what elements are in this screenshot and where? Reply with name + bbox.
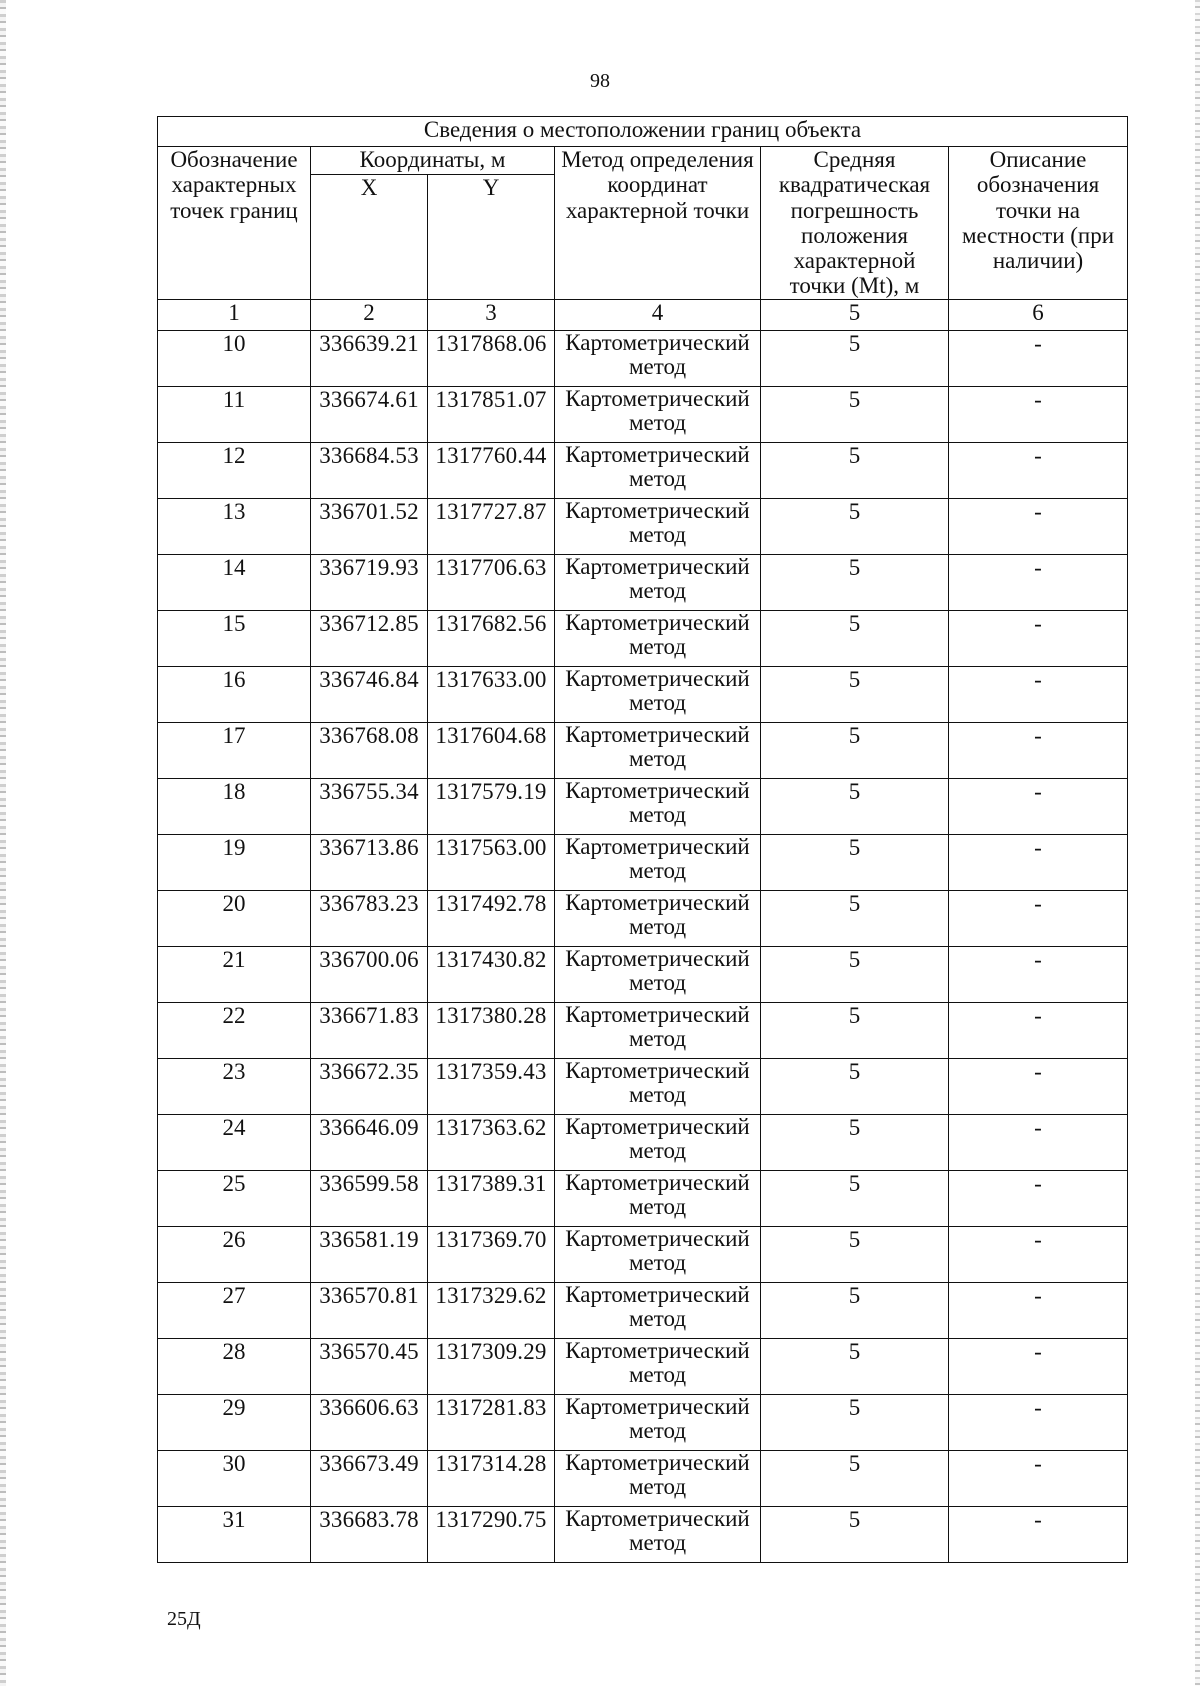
table-row [158, 330, 1128, 386]
description-cell: - [949, 330, 1128, 386]
method-cell: Картометрический метод [555, 890, 761, 946]
y-coordinate-cell: 1317579.19 [428, 778, 555, 834]
method-cell: Картометрический метод [555, 834, 761, 890]
header-coordinates: Координаты, м [311, 147, 555, 175]
method-cell: Картометрический метод [555, 1114, 761, 1170]
error-cell: 5 [761, 1058, 949, 1114]
description-cell: - [949, 1114, 1128, 1170]
description-cell: - [949, 1058, 1128, 1114]
y-coordinate-cell: 1317492.78 [428, 890, 555, 946]
method-cell: Картометрический метод [555, 722, 761, 778]
table-row [158, 1058, 1128, 1114]
point-designation-cell: 14 [158, 554, 311, 610]
table-row [158, 1226, 1128, 1282]
point-designation-cell: 18 [158, 778, 311, 834]
y-coordinate-cell: 1317329.62 [428, 1282, 555, 1338]
x-coordinate-cell: 336646.09 [311, 1114, 428, 1170]
table-row [158, 1338, 1128, 1394]
description-cell: - [949, 1002, 1128, 1058]
x-coordinate-cell: 336581.19 [311, 1226, 428, 1282]
error-cell: 5 [761, 1226, 949, 1282]
error-cell: 5 [761, 1506, 949, 1562]
description-cell: - [949, 554, 1128, 610]
description-cell: - [949, 1450, 1128, 1506]
column-number: 1 [158, 299, 311, 330]
description-cell: - [949, 1226, 1128, 1282]
y-coordinate-cell: 1317868.06 [428, 330, 555, 386]
point-designation-cell: 24 [158, 1114, 311, 1170]
column-number: 5 [761, 299, 949, 330]
method-cell: Картометрический метод [555, 1450, 761, 1506]
error-cell: 5 [761, 1338, 949, 1394]
description-cell: - [949, 1282, 1128, 1338]
method-cell: Картометрический метод [555, 666, 761, 722]
point-designation-cell: 26 [158, 1226, 311, 1282]
y-coordinate-cell: 1317363.62 [428, 1114, 555, 1170]
table-row [158, 554, 1128, 610]
point-designation-cell: 22 [158, 1002, 311, 1058]
point-designation-cell: 25 [158, 1170, 311, 1226]
point-designation-cell: 19 [158, 834, 311, 890]
point-designation-cell: 21 [158, 946, 311, 1002]
table-row [158, 834, 1128, 890]
method-cell: Картометрический метод [555, 1394, 761, 1450]
table-row [158, 1114, 1128, 1170]
y-coordinate-cell: 1317369.70 [428, 1226, 555, 1282]
description-cell: - [949, 946, 1128, 1002]
x-coordinate-cell: 336768.08 [311, 722, 428, 778]
header-method: Метод определения координат характерной точки [555, 147, 761, 300]
table-row [158, 610, 1128, 666]
method-cell: Картометрический метод [555, 1002, 761, 1058]
x-coordinate-cell: 336701.52 [311, 498, 428, 554]
table-title: Сведения о местоположении границ объекта [158, 117, 1128, 147]
y-coordinate-cell: 1317290.75 [428, 1506, 555, 1562]
error-cell: 5 [761, 1282, 949, 1338]
y-coordinate-cell: 1317314.28 [428, 1450, 555, 1506]
method-cell: Картометрический метод [555, 442, 761, 498]
description-cell: - [949, 610, 1128, 666]
header-designation: Обозначение характерных точек границ [158, 147, 311, 300]
x-coordinate-cell: 336606.63 [311, 1394, 428, 1450]
boundary-coordinates-table [157, 116, 1128, 1563]
table-row [158, 386, 1128, 442]
error-cell: 5 [761, 834, 949, 890]
x-coordinate-cell: 336719.93 [311, 554, 428, 610]
error-cell: 5 [761, 1394, 949, 1450]
y-coordinate-cell: 1317389.31 [428, 1170, 555, 1226]
error-cell: 5 [761, 890, 949, 946]
y-coordinate-cell: 1317281.83 [428, 1394, 555, 1450]
error-cell: 5 [761, 1002, 949, 1058]
point-designation-cell: 10 [158, 330, 311, 386]
x-coordinate-cell: 336674.61 [311, 386, 428, 442]
method-cell: Картометрический метод [555, 1506, 761, 1562]
table-row [158, 722, 1128, 778]
point-designation-cell: 15 [158, 610, 311, 666]
point-designation-cell: 28 [158, 1338, 311, 1394]
method-cell: Картометрический метод [555, 554, 761, 610]
method-cell: Картометрический метод [555, 1226, 761, 1282]
table-row [158, 442, 1128, 498]
x-coordinate-cell: 336700.06 [311, 946, 428, 1002]
x-coordinate-cell: 336746.84 [311, 666, 428, 722]
method-cell: Картометрический метод [555, 498, 761, 554]
error-cell: 5 [761, 778, 949, 834]
description-cell: - [949, 498, 1128, 554]
table-body [158, 330, 1128, 1562]
error-cell: 5 [761, 666, 949, 722]
point-designation-cell: 13 [158, 498, 311, 554]
x-coordinate-cell: 336570.45 [311, 1338, 428, 1394]
point-designation-cell: 20 [158, 890, 311, 946]
description-cell: - [949, 386, 1128, 442]
point-designation-cell: 17 [158, 722, 311, 778]
y-coordinate-cell: 1317682.56 [428, 610, 555, 666]
y-coordinate-cell: 1317706.63 [428, 554, 555, 610]
table-row [158, 1002, 1128, 1058]
scan-edge-right [1195, 0, 1200, 1686]
point-designation-cell: 16 [158, 666, 311, 722]
table-row [158, 1282, 1128, 1338]
table-row [158, 1394, 1128, 1450]
error-cell: 5 [761, 1114, 949, 1170]
point-designation-cell: 23 [158, 1058, 311, 1114]
error-cell: 5 [761, 386, 949, 442]
error-cell: 5 [761, 330, 949, 386]
error-cell: 5 [761, 1170, 949, 1226]
column-number: 3 [428, 299, 555, 330]
x-coordinate-cell: 336673.49 [311, 1450, 428, 1506]
description-cell: - [949, 778, 1128, 834]
y-coordinate-cell: 1317563.00 [428, 834, 555, 890]
x-coordinate-cell: 336783.23 [311, 890, 428, 946]
description-cell: - [949, 442, 1128, 498]
y-coordinate-cell: 1317727.87 [428, 498, 555, 554]
error-cell: 5 [761, 946, 949, 1002]
column-number: 2 [311, 299, 428, 330]
table-row [158, 666, 1128, 722]
header-y: Y [428, 175, 555, 299]
method-cell: Картометрический метод [555, 1338, 761, 1394]
x-coordinate-cell: 336639.21 [311, 330, 428, 386]
footer-code: 25Д [167, 1608, 201, 1630]
y-coordinate-cell: 1317430.82 [428, 946, 555, 1002]
method-cell: Картометрический метод [555, 610, 761, 666]
y-coordinate-cell: 1317851.07 [428, 386, 555, 442]
description-cell: - [949, 890, 1128, 946]
point-designation-cell: 30 [158, 1450, 311, 1506]
description-cell: - [949, 834, 1128, 890]
error-cell: 5 [761, 1450, 949, 1506]
x-coordinate-cell: 336683.78 [311, 1506, 428, 1562]
x-coordinate-cell: 336599.58 [311, 1170, 428, 1226]
description-cell: - [949, 1338, 1128, 1394]
error-cell: 5 [761, 498, 949, 554]
y-coordinate-cell: 1317633.00 [428, 666, 555, 722]
method-cell: Картометрический метод [555, 946, 761, 1002]
description-cell: - [949, 1506, 1128, 1562]
column-number: 6 [949, 299, 1128, 330]
header-error: Средняя квадратическая погрешность положения характерной точки (Mt), м [761, 147, 949, 300]
column-number: 4 [555, 299, 761, 330]
method-cell: Картометрический метод [555, 778, 761, 834]
y-coordinate-cell: 1317309.29 [428, 1338, 555, 1394]
description-cell: - [949, 722, 1128, 778]
x-coordinate-cell: 336712.85 [311, 610, 428, 666]
description-cell: - [949, 1394, 1128, 1450]
y-coordinate-cell: 1317359.43 [428, 1058, 555, 1114]
page-number: 98 [590, 70, 610, 92]
point-designation-cell: 29 [158, 1394, 311, 1450]
x-coordinate-cell: 336755.34 [311, 778, 428, 834]
table-row [158, 1506, 1128, 1562]
table-row [158, 1170, 1128, 1226]
method-cell: Картометрический метод [555, 1058, 761, 1114]
method-cell: Картометрический метод [555, 1282, 761, 1338]
error-cell: 5 [761, 610, 949, 666]
y-coordinate-cell: 1317380.28 [428, 1002, 555, 1058]
x-coordinate-cell: 336570.81 [311, 1282, 428, 1338]
table-row [158, 1450, 1128, 1506]
scan-edge-left [0, 0, 6, 1686]
table-row [158, 498, 1128, 554]
description-cell: - [949, 1170, 1128, 1226]
table-row [158, 890, 1128, 946]
description-cell: - [949, 666, 1128, 722]
point-designation-cell: 31 [158, 1506, 311, 1562]
column-number-row [158, 299, 1128, 330]
header-description: Описание обозначения точки на местности (при наличии) [949, 147, 1128, 300]
x-coordinate-cell: 336713.86 [311, 834, 428, 890]
x-coordinate-cell: 336684.53 [311, 442, 428, 498]
y-coordinate-cell: 1317604.68 [428, 722, 555, 778]
method-cell: Картометрический метод [555, 1170, 761, 1226]
method-cell: Картометрический метод [555, 330, 761, 386]
table-row [158, 778, 1128, 834]
method-cell: Картометрический метод [555, 386, 761, 442]
error-cell: 5 [761, 554, 949, 610]
y-coordinate-cell: 1317760.44 [428, 442, 555, 498]
x-coordinate-cell: 336672.35 [311, 1058, 428, 1114]
header-x: X [311, 175, 428, 299]
x-coordinate-cell: 336671.83 [311, 1002, 428, 1058]
point-designation-cell: 27 [158, 1282, 311, 1338]
error-cell: 5 [761, 722, 949, 778]
point-designation-cell: 11 [158, 386, 311, 442]
point-designation-cell: 12 [158, 442, 311, 498]
error-cell: 5 [761, 442, 949, 498]
table-row [158, 946, 1128, 1002]
